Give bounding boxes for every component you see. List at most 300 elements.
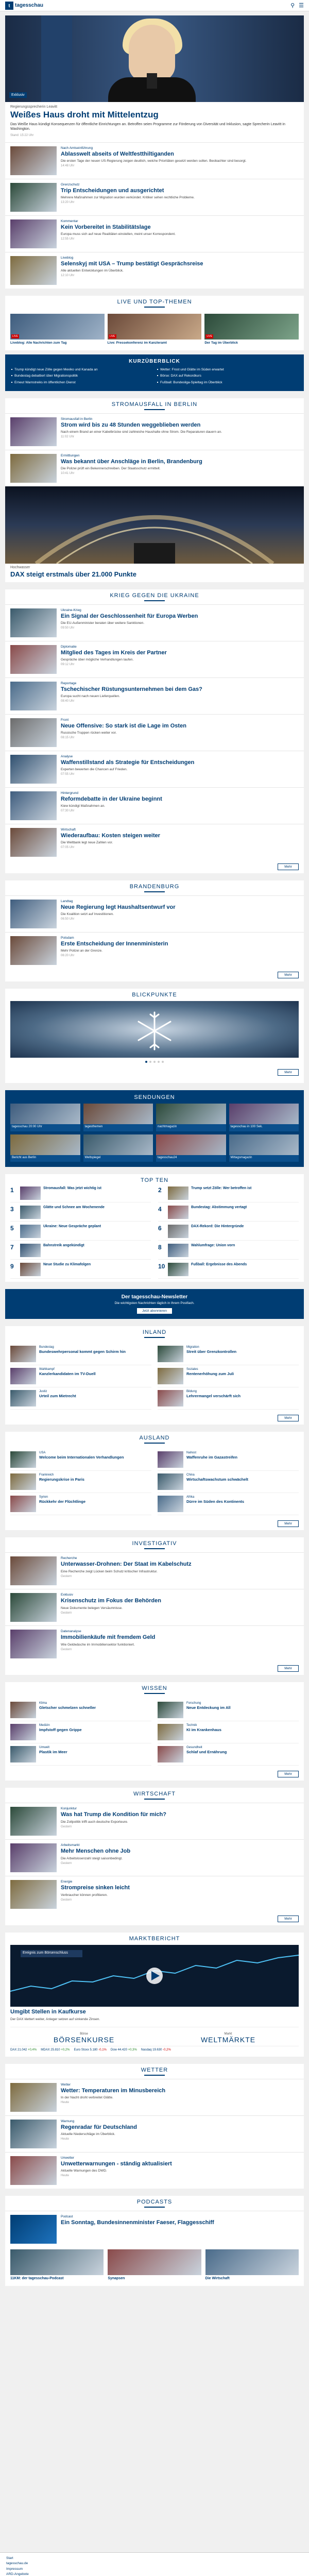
list-item[interactable] <box>158 1365 299 1387</box>
teaser-row[interactable] <box>5 2115 304 2152</box>
ticker-label: Markt <box>224 2032 232 2036</box>
teaser-text: Die Koalition setzt auf Investitionen. <box>61 912 114 917</box>
market-ticker[interactable] <box>201 2032 255 2044</box>
live-tile[interactable] <box>10 314 105 347</box>
item-title[interactable]: Neue Entdeckung im All <box>186 1705 231 1710</box>
teaser-image[interactable] <box>10 256 57 285</box>
item-dachzeile: Soziales <box>186 1368 198 1371</box>
section-title: BLICKPUNKTE <box>132 991 177 998</box>
teaser-title[interactable]: Mitglied des Tages im Kreis der Partner <box>61 649 167 656</box>
podcast-title[interactable]: Synapsen <box>108 2276 125 2280</box>
teaser-image[interactable] <box>10 146 57 175</box>
site-footer <box>0 2552 309 2576</box>
index-value: 5.180 <box>90 2048 98 2052</box>
topten-rank: 8 <box>158 1244 162 1251</box>
teaser-text: Die Polizei prüft ein Bekennerschreiben. Der Staatsschutz ermittelt. <box>61 467 161 471</box>
item-title[interactable]: Gletscher schmelzen schneller <box>39 1705 96 1710</box>
item-dachzeile: Gesundheit <box>186 1746 202 1750</box>
teaser-text: Neue Dokumente belegen Versäumnisse. <box>61 1606 123 1610</box>
teaser-text: Alle aktuellen Entwicklungen im Überblick. <box>61 269 124 273</box>
hero-text: Das Weiße Haus kündigt Konsequenzen für öffentliche Einrichtungen an. Betroffen seien Programme zur Förderung von Diversität und Inklusion, sagte Sprecherin Leavitt in Washington. <box>10 122 285 131</box>
kurz-item[interactable]: Bundestag debattiert über Migrationspolitik <box>11 374 152 379</box>
teaser-image[interactable] <box>10 2156 57 2185</box>
teaser-row[interactable] <box>5 413 304 450</box>
topten-item[interactable] <box>10 1263 151 1279</box>
teaser-text: Verbraucher können profitieren. <box>61 1893 108 1897</box>
list-item[interactable] <box>10 1699 151 1721</box>
carousel-dots[interactable] <box>5 1061 304 1063</box>
sendung-tile[interactable] <box>229 1134 299 1162</box>
topten-rank: 3 <box>10 1206 14 1213</box>
teaser-title[interactable]: Erste Entscheidung der Innenministerin <box>61 940 168 947</box>
sendung-tile[interactable] <box>83 1104 153 1131</box>
index-item[interactable] <box>141 2048 171 2052</box>
item-title[interactable]: Schlaf und Ernährung <box>186 1750 227 1755</box>
teaser-title[interactable]: Regenradar für Deutschland <box>61 2124 137 2130</box>
teaser-row[interactable] <box>5 2079 304 2115</box>
hero-teaser[interactable] <box>5 102 304 142</box>
teaser-row[interactable] <box>5 932 304 969</box>
teaser-title[interactable]: Trip Entscheidungen und ausgerichtet <box>61 188 164 194</box>
list-item[interactable] <box>158 1721 299 1743</box>
teaser-image[interactable] <box>10 828 57 857</box>
teaser-image[interactable] <box>10 791 57 820</box>
teaser-row[interactable] <box>5 1876 304 1912</box>
teaser-row[interactable] <box>5 1625 304 1662</box>
footer-link[interactable]: tagesschau.de <box>6 2562 28 2566</box>
topten-item[interactable] <box>158 1225 299 1241</box>
teaser-dachzeile: Liveblog <box>61 256 74 260</box>
topten-item[interactable] <box>10 1206 151 1222</box>
teaser-dachzeile: Potsdam <box>61 936 74 940</box>
teaser-row[interactable] <box>5 751 304 787</box>
live-tile[interactable] <box>108 314 202 347</box>
hero-title[interactable]: Weißes Haus droht mit Mittelentzug <box>10 110 159 120</box>
teaser-title[interactable]: Was hat Trump die Kondition für mich? <box>61 1811 166 1818</box>
teaser-image[interactable] <box>10 900 57 928</box>
teaser-dachzeile: Ermittlungen <box>61 453 80 457</box>
teaser-row[interactable] <box>5 215 304 252</box>
section-ukraine <box>5 589 304 604</box>
teaser-row[interactable] <box>5 1552 304 1589</box>
list-item[interactable] <box>10 1387 151 1410</box>
item-dachzeile: Bildung <box>186 1390 197 1394</box>
teaser-time: 12:10 Uhr <box>61 274 75 278</box>
list-item[interactable] <box>158 1743 299 1766</box>
index-item[interactable] <box>10 2048 37 2052</box>
teaser-text: Europa muss sich auf neue Realitäten einstellen, meint unser Korrespondent. <box>61 232 176 236</box>
footer-link[interactable]: Start <box>6 2556 13 2560</box>
teaser-dachzeile: Konjunktur <box>61 1807 77 1811</box>
item-title[interactable]: Urteil zum Mietrecht <box>39 1394 76 1399</box>
more-link[interactable] <box>5 1912 304 1925</box>
teaser-title[interactable]: Reformdebatte in der Ukraine beginnt <box>61 795 162 802</box>
topten-rank: 4 <box>158 1206 162 1213</box>
podcast-title[interactable]: Die Wirtschaft <box>205 2276 230 2280</box>
item-dachzeile: Frankreich <box>39 1473 54 1477</box>
hero-image[interactable] <box>5 15 304 102</box>
sendung-caption: Weltspiegel <box>84 1156 101 1159</box>
index-value: 21.042 <box>18 2048 27 2052</box>
teaser-row[interactable] <box>5 641 304 677</box>
teaser-time: 07:05 Uhr <box>61 846 75 850</box>
index-bar[interactable] <box>10 2046 299 2054</box>
teaser-image[interactable] <box>10 645 57 674</box>
teaser-time: 14:48 Uhr <box>61 164 75 168</box>
item-dachzeile: Migration <box>186 1346 199 1349</box>
live-tile[interactable] <box>204 314 299 347</box>
teaser-title[interactable]: Was bekannt über Anschläge in Berlin, Brandenburg <box>61 458 202 465</box>
stromausfall-caption[interactable] <box>5 564 304 582</box>
podcast-tile[interactable] <box>108 2249 201 2281</box>
teaser-time: 08:15 Uhr <box>61 736 75 740</box>
topten-section <box>5 1174 304 1282</box>
index-item[interactable] <box>41 2048 70 2052</box>
topten-title[interactable]: Wahlumfrage: Union vorn <box>191 1244 235 1248</box>
index-change: +0,2% <box>61 2048 70 2052</box>
teaser-image[interactable] <box>10 1843 57 1872</box>
item-dachzeile: Nahost <box>186 1451 197 1455</box>
topten-item[interactable] <box>158 1206 299 1222</box>
teaser-row[interactable] <box>5 179 304 215</box>
index-item[interactable] <box>74 2048 106 2052</box>
teaser-title[interactable]: Ablasswelt abseits of Weltfestthiltiganden <box>61 151 174 158</box>
item-title[interactable]: Rentenerhöhung zum Juli <box>186 1371 234 1377</box>
logo-text: tagesschau <box>15 3 44 8</box>
tagesschau-logo[interactable] <box>5 2 43 10</box>
sendung-tile[interactable] <box>83 1134 153 1162</box>
teaser-row[interactable] <box>5 1839 304 1876</box>
more-button[interactable]: Mehr <box>278 863 299 870</box>
list-item[interactable] <box>158 1699 299 1721</box>
list-item[interactable] <box>10 1343 151 1365</box>
teaser-image[interactable] <box>10 1880 57 1909</box>
teaser-row[interactable] <box>5 1589 304 1625</box>
teaser-dachzeile: Unwetter <box>61 2156 75 2160</box>
section-title: BRANDENBURG <box>129 883 180 890</box>
section-live <box>5 296 304 311</box>
teaser-image[interactable] <box>10 682 57 710</box>
topten-item[interactable] <box>10 1225 151 1241</box>
live-caption: Der Tag im Überblick <box>204 341 238 345</box>
teaser-image[interactable] <box>10 718 57 747</box>
teaser-image[interactable] <box>10 755 57 784</box>
teaser-title[interactable]: Tschechischer Rüstungsunternehmen bei dem Gas? <box>61 686 202 692</box>
topten-title[interactable]: Stromausfall: Was jetzt wichtig ist <box>43 1187 101 1191</box>
ticker-title[interactable]: BÖRSENKURSE <box>53 2035 115 2044</box>
item-title[interactable]: KI im Krankenhaus <box>186 1727 221 1733</box>
teaser-time: 11:02 Uhr <box>61 435 74 439</box>
footer-link[interactable]: ARD-Angebote <box>6 2572 29 2576</box>
index-value: 44.420 <box>117 2048 127 2052</box>
kurz-item[interactable]: Trump kündigt neue Zölle gegen Mexiko und Kanada an <box>11 367 152 372</box>
section-title: STROMAUSFALL IN BERLIN <box>111 401 198 408</box>
item-title[interactable]: Plastik im Meer <box>39 1750 67 1755</box>
teaser-time: Heute <box>61 2174 70 2177</box>
teaser-image[interactable] <box>10 1630 57 1658</box>
section-title: INLAND <box>142 1329 167 1336</box>
teaser-dachzeile: Recherche <box>61 1556 77 1561</box>
teaser-row[interactable] <box>5 677 304 714</box>
teaser-dachzeile: Landtag <box>61 899 73 903</box>
topten-title[interactable]: DAX-Rekord: Die Hintergründe <box>191 1225 244 1229</box>
teaser-dachzeile: Warnung <box>61 2119 75 2123</box>
section-investigativ <box>5 1537 304 1552</box>
list-item[interactable] <box>158 1449 299 1471</box>
big-dachzeile: Hochwasser <box>10 565 30 569</box>
item-title[interactable]: Streit über Grenzkontrollen <box>186 1349 237 1354</box>
teaser-time: Gestern <box>61 1611 72 1615</box>
more-button[interactable]: Mehr <box>278 1415 299 1421</box>
teaser-title[interactable]: Ein Signal der Geschlossenheit für Europa Werben <box>61 613 198 619</box>
podcast-tile[interactable] <box>205 2249 299 2281</box>
list-item[interactable] <box>10 1743 151 1766</box>
section-ausland <box>5 1432 304 1447</box>
kurzueberblick-box <box>5 354 304 391</box>
list-item[interactable] <box>158 1493 299 1515</box>
list-item[interactable] <box>158 1387 299 1410</box>
teaser-title[interactable]: Neue Regierung legt Haushaltsentwurf vor <box>61 904 176 910</box>
topten-item[interactable] <box>10 1187 151 1202</box>
topten-item[interactable] <box>158 1244 299 1260</box>
kurz-item[interactable]: Börse: DAX auf Rekordkurs <box>157 374 298 379</box>
more-link[interactable] <box>5 969 304 981</box>
market-ticker[interactable] <box>54 2032 114 2044</box>
market-title[interactable]: Umgibt Stellen in Kaufkurse <box>10 2009 86 2015</box>
teaser-image[interactable] <box>10 2120 57 2148</box>
teaser-text: Nach einem Brand an einer Kabelbrücke sind zahlreiche Haushalte ohne Strom. Die Reparaturen dauern an. <box>61 430 222 434</box>
teaser-time: Heute <box>61 2137 70 2141</box>
index-change: +0,3% <box>128 2048 137 2052</box>
teaser-title[interactable]: Strompreise sinken leicht <box>61 1885 130 1891</box>
teaser-dachzeile: Reportage <box>61 681 77 685</box>
podcast-lead[interactable] <box>5 2211 304 2247</box>
sendung-tile[interactable] <box>156 1104 226 1131</box>
index-name: Dow <box>110 2048 117 2052</box>
item-title[interactable]: Bundeswehrpersonal kommt gegen Schirm hin <box>39 1349 126 1354</box>
topten-title[interactable]: Bahnstreik angekündigt <box>43 1244 84 1248</box>
kurz-item[interactable]: Wetter: Frost und Glätte im Süden erwartet <box>157 367 298 372</box>
teaser-title[interactable]: Immobilienkäufe mit fremdem Geld <box>61 1634 156 1641</box>
teaser-row[interactable] <box>5 895 304 932</box>
teaser-time: Heute <box>61 2100 70 2104</box>
more-link[interactable] <box>5 1768 304 1781</box>
teaser-title[interactable]: Waffenstillstand als Strategie für Entscheidungen <box>61 759 195 766</box>
teaser-time: Gestern <box>61 1825 72 1828</box>
list-item[interactable] <box>10 1365 151 1387</box>
teaser-time: 13:20 Uhr <box>61 201 75 205</box>
teaser-image[interactable] <box>10 219 57 248</box>
teaser-title[interactable]: Selenskyj mit USA – Trump bestätigt Gesprächsreise <box>61 261 203 267</box>
teaser-title[interactable]: Wetter: Temperaturen im Minusbereich <box>61 2087 166 2094</box>
teaser-image[interactable] <box>10 1593 57 1622</box>
item-title[interactable]: Rückkehr der Flüchtlinge <box>39 1499 86 1504</box>
teaser-title[interactable]: Wiederaufbau: Kosten steigen weiter <box>61 832 161 839</box>
teaser-text: Eine Recherche zeigt Lücken beim Schutz kritischer Infrastruktur. <box>61 1569 158 1573</box>
more-button[interactable]: Mehr <box>278 1520 299 1527</box>
teaser-text: Wie Geldwäsche im Immobiliensektor funktioniert. <box>61 1642 135 1647</box>
teaser-dachzeile: Wetter <box>61 2082 71 2087</box>
topten-title[interactable]: Fußball: Ergebnisse des Abends <box>191 1263 247 1267</box>
list-item[interactable] <box>10 1721 151 1743</box>
topten-title[interactable]: Trump setzt Zölle: Wer betroffen ist <box>191 1187 252 1191</box>
index-change: +0,4% <box>28 2048 37 2052</box>
teaser-row[interactable] <box>5 142 304 179</box>
item-dachzeile: Wahlkampf <box>39 1368 55 1371</box>
item-title[interactable]: Kanzlerkandidaten im TV-Duell <box>39 1371 96 1377</box>
teaser-row[interactable] <box>5 824 304 860</box>
topten-title[interactable]: Neue Studie zu Klimafolgen <box>43 1263 91 1267</box>
section-title: AUSLAND <box>139 1435 170 1442</box>
section-inland <box>5 1326 304 1341</box>
section-title: SENDUNGEN <box>134 1094 175 1100</box>
teaser-dachzeile: Ukraine-Krieg <box>61 608 81 612</box>
live-badge: LIVE <box>109 335 115 338</box>
list-item[interactable] <box>10 1493 151 1515</box>
teaser-title[interactable]: Unwetterwarnungen - ständig aktualisiert <box>61 2160 172 2167</box>
teaser-row[interactable] <box>5 787 304 824</box>
item-title[interactable]: Dürre im Süden des Kontinents <box>186 1499 245 1504</box>
list-item[interactable] <box>10 1449 151 1471</box>
item-dachzeile: Medizin <box>39 1724 50 1727</box>
item-title[interactable]: Welcome beim Internationalen Verhandlungen <box>39 1455 124 1460</box>
more-link[interactable] <box>5 860 304 873</box>
topten-item[interactable] <box>158 1187 299 1202</box>
ticker-title[interactable]: WELTMÄRKTE <box>200 2035 256 2044</box>
market-video[interactable] <box>10 1945 299 2007</box>
search-icon[interactable]: ⚲ <box>290 3 295 9</box>
sendungen-section <box>5 1090 304 1167</box>
teaser-title[interactable]: Neue Offensive: So stark ist die Lage im Osten <box>61 722 186 729</box>
teaser-image[interactable] <box>10 1556 57 1585</box>
topten-title[interactable]: Glätte und Schnee am Wochenende <box>43 1206 105 1210</box>
teaser-image[interactable] <box>10 417 57 446</box>
menu-icon[interactable]: ☰ <box>299 3 304 9</box>
newsletter-box <box>5 1289 304 1319</box>
teaser-image[interactable] <box>10 936 57 965</box>
more-button[interactable]: Mehr <box>278 972 299 978</box>
teaser-row[interactable] <box>5 252 304 289</box>
teaser-image[interactable] <box>10 183 57 212</box>
teaser-row[interactable] <box>5 2152 304 2189</box>
more-button[interactable]: Mehr <box>278 1771 299 1777</box>
footer-link[interactable]: Impressum <box>6 2567 23 2571</box>
teaser-time: 06:50 Uhr <box>61 918 75 921</box>
item-dachzeile: Technik <box>186 1724 197 1727</box>
teaser-title[interactable]: Krisenschutz im Fokus der Behörden <box>61 1598 161 1604</box>
item-dachzeile: Justiz <box>39 1390 47 1394</box>
newsletter-button[interactable]: Jetzt abonnieren <box>137 1308 172 1314</box>
teaser-title[interactable]: Mehr Menschen ohne Job <box>61 1848 131 1855</box>
teaser-dachzeile: Front <box>61 718 69 722</box>
topten-rank: 6 <box>158 1225 162 1232</box>
big-title[interactable]: DAX steigt erstmals über 21.000 Punkte <box>10 570 136 578</box>
teaser-title[interactable]: Strom wird bis zu 48 Stunden weggeblieben werden <box>61 421 201 428</box>
podcast-tile[interactable] <box>10 2249 104 2281</box>
kurz-title: KURZÜBERBLICK <box>129 358 180 364</box>
hero-meta: Stand: 15:22 Uhr <box>10 134 34 138</box>
kurz-item[interactable]: Erneut Warnstreiks im öffentlichen Dienst <box>11 380 152 385</box>
item-title[interactable]: Wirtschaftswachstum schwächelt <box>186 1477 248 1482</box>
teaser-row[interactable] <box>5 714 304 751</box>
more-link[interactable] <box>5 1517 304 1530</box>
teaser-dachzeile: Kommentar <box>61 219 78 224</box>
topten-rank: 9 <box>10 1263 14 1270</box>
item-title[interactable]: Waffenruhe im Gazastreifen <box>186 1455 237 1460</box>
teaser-dachzeile: Exklusiv <box>61 1593 73 1597</box>
item-dachzeile: Umwelt <box>39 1746 50 1750</box>
more-button[interactable]: Mehr <box>278 1665 299 1672</box>
market-video-title: Ereignis zum Börsenschluss <box>23 1951 68 1955</box>
topten-item[interactable] <box>158 1263 299 1279</box>
more-link[interactable] <box>5 1412 304 1425</box>
list-item[interactable] <box>10 1471 151 1493</box>
teaser-image[interactable] <box>10 608 57 637</box>
teaser-row[interactable] <box>5 604 304 641</box>
teaser-time: 09:50 Uhr <box>61 626 75 630</box>
newsletter-text: Die wichtigsten Nachrichten täglich in Ihrem Postfach. <box>114 1301 195 1306</box>
podcast-title[interactable]: 11KM: der tagesschau-Podcast <box>10 2276 64 2280</box>
live-caption: Liveblog: Alle Nachrichten zum Tag <box>10 341 67 345</box>
index-item[interactable] <box>111 2048 137 2052</box>
teaser-time: 09:12 Uhr <box>61 663 75 667</box>
topten-title[interactable]: Bundestag: Abstimmung vertagt <box>191 1206 247 1210</box>
sendung-caption: tagesschau 20:00 Uhr <box>12 1125 42 1128</box>
list-item[interactable] <box>158 1343 299 1365</box>
teaser-dachzeile: Datenanalyse <box>61 1630 81 1634</box>
teaser-image[interactable] <box>10 2083 57 2112</box>
teaser-dachzeile: Wirtschaft <box>61 827 76 832</box>
more-button[interactable]: Mehr <box>278 1916 299 1922</box>
teaser-time: Gestern <box>61 1861 72 1865</box>
sendung-caption: tagesthemen <box>84 1125 103 1128</box>
sendung-caption: nachtmagazin <box>158 1125 177 1128</box>
hero-badge: Exklusiv <box>9 92 27 98</box>
topten-rank: 5 <box>10 1225 14 1232</box>
more-button[interactable]: Mehr <box>278 1069 299 1076</box>
teaser-row[interactable] <box>5 1803 304 1839</box>
item-title[interactable]: Impfstoff gegen Grippe <box>39 1727 82 1733</box>
index-value: 25.810 <box>50 2048 60 2052</box>
hero-dachzeile: Regierungssprecherin Leavitt <box>10 105 58 109</box>
teaser-text: Die Weltbank legt neue Zahlen vor. <box>61 841 113 845</box>
kurz-item[interactable]: Fußball: Bundesliga-Spieltag im Überblick <box>157 380 298 385</box>
item-title[interactable]: Lehrermangel verschärft sich <box>186 1394 241 1399</box>
teaser-image[interactable] <box>10 1807 57 1836</box>
blickpunkte-image[interactable] <box>10 1001 299 1058</box>
teaser-title[interactable]: Unterwasser-Drohnen: Der Staat im Kabelschutz <box>61 1561 192 1568</box>
sendung-tile[interactable] <box>229 1104 299 1131</box>
index-name: DAX <box>10 2048 17 2052</box>
topten-item[interactable] <box>10 1244 151 1260</box>
teaser-row[interactable] <box>5 450 304 486</box>
site-header <box>0 0 309 11</box>
item-title[interactable]: Regierungskrise in Paris <box>39 1477 84 1482</box>
teaser-text: Mehrere Maßnahmen zur Migration wurden verkündet. Kritiker sehen rechtliche Probleme. <box>61 196 195 200</box>
sendung-tile[interactable] <box>10 1134 80 1162</box>
topten-title[interactable]: Ukraine: Neue Gespräche geplant <box>43 1225 101 1229</box>
podcast-lead-title[interactable]: Ein Sonntag, Bundesinnenminister Faeser, Flaggesschiff <box>61 2219 214 2226</box>
stromausfall-image[interactable] <box>5 486 304 564</box>
list-item[interactable] <box>158 1471 299 1493</box>
teaser-title[interactable]: Kein Vorbereitet in Stabilitätslage <box>61 224 151 231</box>
teaser-image[interactable] <box>10 454 57 483</box>
sendung-tile[interactable] <box>10 1104 80 1131</box>
more-link[interactable] <box>5 1662 304 1675</box>
sendung-tile[interactable] <box>156 1134 226 1162</box>
teaser-time: 08:40 Uhr <box>61 700 75 703</box>
item-dachzeile: Syrien <box>39 1496 48 1499</box>
